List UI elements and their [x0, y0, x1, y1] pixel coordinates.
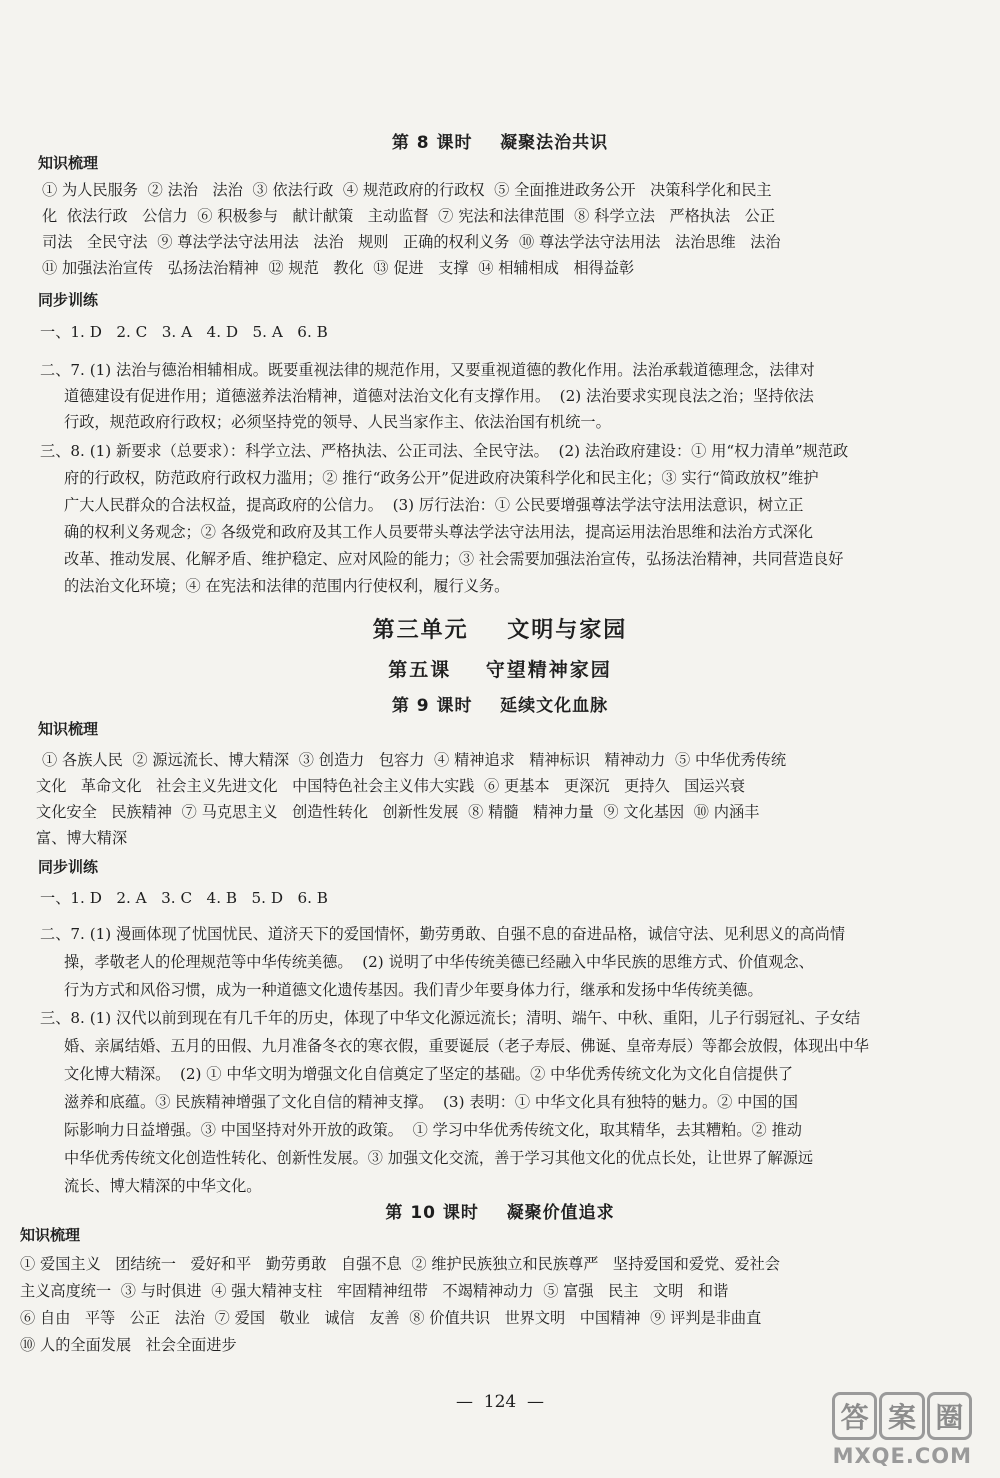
text-line: 道德建设有促进作用；道德滋养法治精神，道德对法治文化有支撑作用。 (2) 法治要求实现良法之治；坚持依法 [64, 387, 814, 405]
lesson8-training-heading: 同步训练 [38, 291, 99, 309]
text-line: 广大人民群众的合法权益，提高政府的公信力。 (3) 厉行法治：① 公民要增强尊法学法守法用法意识，树立正 [64, 496, 804, 514]
lesson10-knowledge-heading: 知识梳理 [20, 1226, 81, 1244]
text-line: 确的权利义务观念；② 各级党和政府及其工作人员要带头尊法学法守法用法，提高运用法治思维和法治方式深化 [64, 523, 814, 541]
text-line: ⑥ 自由 平等 公正 法治 ⑦ 爱国 敬业 诚信 友善 ⑧ 价值共识 世界文明 中国精神 ⑨ 评判是非曲直 [20, 1309, 762, 1327]
text-line: 化 依法行政 公信力 ⑥ 积极参与 献计献策 主动监督 ⑦ 宪法和法律范围 ⑧ 科学立法 严格执法 公正 [42, 207, 776, 225]
text-line: ① 各族人民 ② 源远流长、博大精深 ③ 创造力 包容力 ④ 精神追求 精神标识 精神动力 ⑤ 中华优秀传统 [42, 751, 787, 769]
course-title: 第五课 守望精神家园 [388, 659, 612, 681]
text-line: 流长、博大精深的中华文化。 [64, 1177, 262, 1195]
unit-title: 第三单元 文明与家园 [372, 617, 628, 643]
text-line: 操，孝敬老人的伦理规范等中华传统美德。 (2) 说明了中华传统美德已经融入中华民族的思维方式、价值观念、 [64, 953, 814, 971]
lesson9-title: 第 9 课时 延续文化血脉 [391, 696, 609, 716]
text-line: 行政，规范政府行政权；必须坚持党的领导、人民当家作主、依法治国有机统一。 [64, 413, 611, 431]
text-line: 行为方式和风俗习惯，成为一种道德文化遗传基因。我们青少年要身体力行，继承和发扬中华传统美德。 [64, 981, 763, 999]
text-line: 文化博大精深。 (2) ① 中华文明为增强文化自信奠定了坚定的基础。② 中华优秀传统文化为文化自信提供了 [64, 1065, 794, 1083]
text-line: 司法 全民守法 ⑨ 尊法学法守法用法 法治 规则 正确的权利义务 ⑩ 尊法学法守法用法 法治思维 法治 [42, 233, 781, 251]
watermark-char: 圈 [927, 1392, 972, 1440]
watermark-url: MXQE.COM [832, 1444, 972, 1468]
text-line: 文化 革命文化 社会主义先进文化 中国特色社会主义伟大实践 ⑥ 更基本 更深沉 更持久 国运兴衰 [36, 777, 745, 795]
text-line: 文化安全 民族精神 ⑦ 马克思主义 创造性转化 创新性发展 ⑧ 精髓 精神力量 ⑨ 文化基因 ⑩ 内涵丰 [36, 803, 760, 821]
lesson8-title: 第 8 课时 凝聚法治共识 [391, 133, 609, 153]
text-line: 三、8. (1) 新要求（总要求）：科学立法、严格执法、公正司法、全民守法。 (2) 法治政府建设：① 用“权力清单”规范政 [40, 442, 849, 460]
text-line: 婚、亲属结婚、五月的田假、九月准备冬衣的寒衣假，重要诞辰（老子寿辰、佛诞、皇帝寿辰）等都会放假，体现出中华 [64, 1037, 869, 1055]
text-line: ① 为人民服务 ② 法治 法治 ③ 依法行政 ④ 规范政府的行政权 ⑤ 全面推进政务公开 决策科学化和民主 [42, 181, 772, 199]
text-line: 滋养和底蕴。③ 民族精神增强了文化自信的精神支撑。 (3) 表明：① 中华文化具有独特的魅力。② 中国的国 [64, 1093, 798, 1111]
text-line: ⑪ 加强法治宣传 弘扬法治精神 ⑫ 规范 教化 ⑬ 促进 支撑 ⑭ 相辅相成 相得益彰 [42, 259, 635, 277]
lesson8-knowledge-heading: 知识梳理 [38, 154, 99, 172]
watermark-char: 案 [879, 1392, 924, 1440]
text-line: 府的行政权，防范政府行政权力滥用；② 推行“政务公开”促进政府决策科学化和民主化；③ 实行“简政放权”维护 [64, 469, 819, 487]
page-number: — 124 — [455, 1392, 545, 1412]
text-line: 二、7. (1) 法治与德治相辅相成。既要重视法律的规范作用，又要重视道德的教化作用。法治承载道德理念，法律对 [40, 361, 815, 379]
text-line: ① 爱国主义 团结统一 爱好和平 勤劳勇敢 自强不息 ② 维护民族独立和民族尊严 坚持爱国和爱党、爱社会 [20, 1255, 780, 1273]
text-line: 改革、推动发展、化解矛盾、维护稳定、应对风险的能力；③ 社会需要加强法治宣传，弘扬法治精神，共同营造良好 [64, 550, 844, 568]
text-line: 的法治文化环境；④ 在宪法和法律的范围内行使权利，履行义务。 [64, 577, 510, 595]
text-line: 二、7. (1) 漫画体现了忧国忧民、道济天下的爱国情怀，勤劳勇敢、自强不息的奋进品格，诚信守法、见利思义的高尚情 [40, 925, 846, 943]
text-line: 一、1. D 2. A 3. C 4. B 5. D 6. B [40, 889, 328, 907]
text-line: 一、1. D 2. C 3. A 4. D 5. A 6. B [40, 323, 328, 341]
lesson10-title: 第 10 课时 凝聚价值追求 [385, 1203, 615, 1223]
text-line: 三、8. (1) 汉代以前到现在有几千年的历史，体现了中华文化源远流长；清明、端午、中秋、重阳，儿子行弱冠礼、子女结 [40, 1009, 861, 1027]
text-line: 富、博大精深 [36, 829, 128, 847]
lesson9-knowledge-heading: 知识梳理 [38, 720, 99, 738]
text-line: 际影响力日益增强。③ 中国坚持对外开放的政策。 ① 学习中华优秀传统文化，取其精华，去其糟粕。② 推动 [64, 1121, 802, 1139]
text-line: 主义高度统一 ③ 与时俱进 ④ 强大精神支柱 牢固精神纽带 不竭精神动力 ⑤ 富强 民主 文明 和谐 [20, 1282, 729, 1300]
watermark-logo [832, 1392, 972, 1470]
lesson9-training-heading: 同步训练 [38, 858, 99, 876]
text-line: 中华优秀传统文化创造性转化、创新性发展。③ 加强文化交流，善于学习其他文化的优点长处，让世界了解源远 [64, 1149, 814, 1167]
text-line: ⑩ 人的全面发展 社会全面进步 [20, 1336, 237, 1354]
watermark-char: 答 [832, 1392, 877, 1440]
